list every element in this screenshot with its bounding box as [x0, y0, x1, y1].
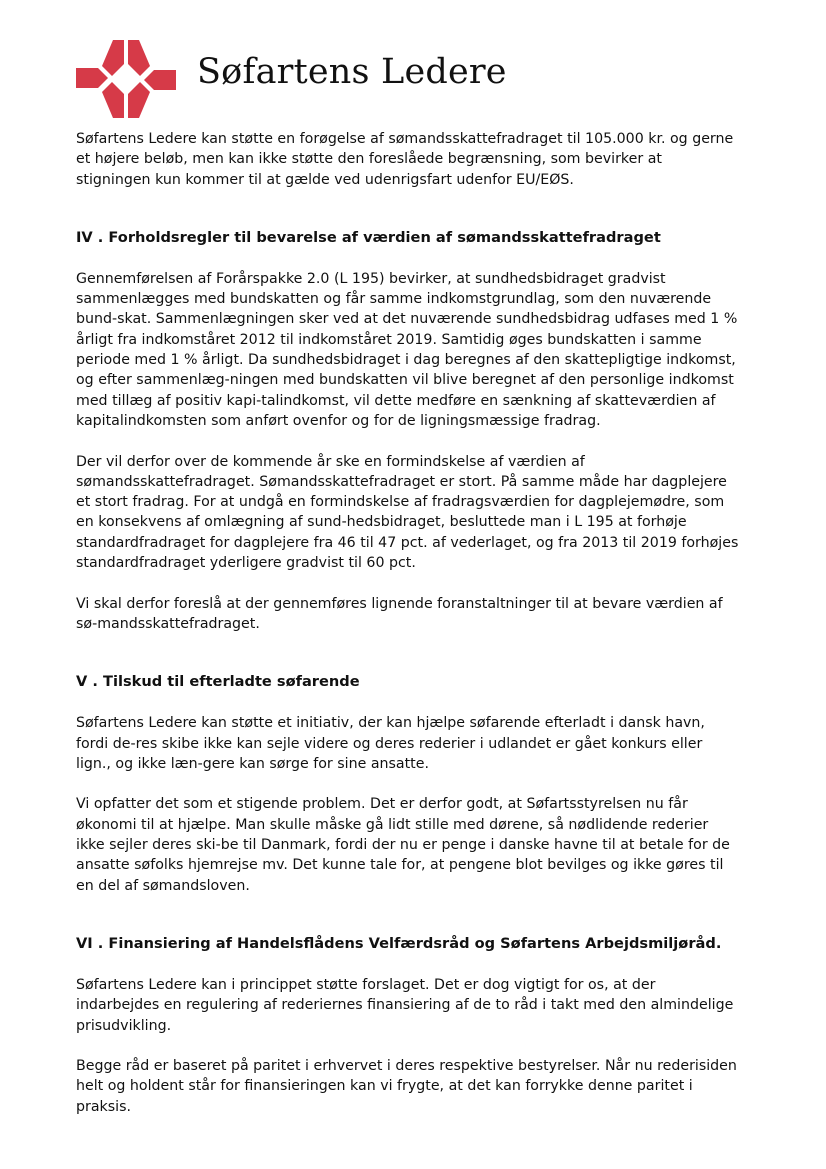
compass-cross-icon — [76, 40, 176, 118]
section-iv-paragraph: Der vil derfor over de kommende år ske en formindskelse af værdien af sømandsskattefradraget. Sømandsskattefradraget er stort. På samme måde har dagplejere et stort fradrag. For at undgå en formindskelse af fradragsværdien for dagplejemødre, som en konsekvens af omlægning af sund-hedsbidraget, besluttede man i L 195 at forhøje standardfradraget for dagplejere fra 46 til 47 pct. af vederlaget, og fra 2013 til 2019 forhøjes standardfradraget yderligere gradvist til 60 pct. — [76, 453, 739, 572]
organization-logo — [76, 40, 176, 118]
section-iv-heading: IV . Forholdsregler til bevarelse af værdien af sømandsskattefradraget — [76, 228, 661, 246]
section-iv-paragraph: Gennemførelsen af Forårspakke 2.0 (L 195) bevirker, at sundhedsbidraget gradvist sammenlægges med bundskatten og får samme indkomstgrundlag, som den nuværende bund-skat. Sammenlægningen sker ved at det nuværende sundhedsbidrag udfases med 1 % årligt fra indkomståret 2012 til indkomståret 2019. Samtidig øges bundskatten i samme periode med 1 % årligt. Da sundhedsbidraget i dag beregnes af den skattepligtige indkomst, og efter sammenlæg-ningen med bundskatten vil blive beregnet af den personlige indkomst med tillæg af positiv kapi-talindkomst, vil dette medføre en sænkning af skatteværdien af kapitalindkomsten som anført ovenfor og for de ligningsmæssige fradrag. — [76, 270, 738, 429]
intro-paragraph: Søfartens Ledere kan støtte en forøgelse af sømandsskattefradraget til 105.000 kr. og gerne et højere beløb, men kan ikke støtte den foreslåede begrænsning, som bevirker at stigningen kun kommer til at gælde ved udenrigsfart udenfor EU/EØS. — [76, 131, 734, 188]
section-vi-paragraph: Søfartens Ledere kan i princippet støtte forslaget. Det er dog vigtigt for os, at der indarbejdes en regulering af rederiernes finansiering af de to råd i takt med den almindelige prisudvikling. — [76, 976, 734, 1034]
section-vi-paragraph: Begge råd er baseret på paritet i erhvervet i deres respektive bestyrelser. Når nu rederisiden helt og holdent står for finansieringen kan vi frygte, at det kan forrykke denne paritet i praksis. — [76, 1058, 737, 1115]
letter-body — [76, 129, 740, 1137]
section-v-heading: V . Tilskud til efterladte søfarende — [76, 673, 360, 691]
section-v-paragraph: Søfartens Ledere kan støtte et initiativ, der kan hjælpe søfarende efterladt i dansk havn, fordi de-res skibe ikke kan sejle videre og deres rederier i udlandet er gået konkurs eller lign., og ikke læn-gere kan sørge for sine ansatte. — [76, 715, 705, 772]
section-vi-heading: VI . Finansiering af Handelsflådens Velfærdsråd og Søfartens Arbejdsmiljøråd. — [76, 934, 722, 952]
section-iv-paragraph: Vi skal derfor foreslå at der gennemføres lignende foranstaltninger til at bevare værdien af sø-mandsskattefradraget. — [76, 595, 723, 632]
section-v-paragraph: Vi opfatter det som et stigende problem. Det er derfor godt, at Søfartsstyrelsen nu får økonomi til at hjælpe. Man skulle måske gå lidt stille med dørene, så nødlidende rederier ikke sejler deres ski-be til Danmark, fordi der nu er penge i danske havne til at betale for de ansatte søfolks hjemrejse mv. Det kunne tale for, at pengene blot bevilges og ikke gøres til en del af sømandsloven. — [76, 796, 730, 894]
organization-name: Søfartens Ledere — [197, 52, 507, 92]
